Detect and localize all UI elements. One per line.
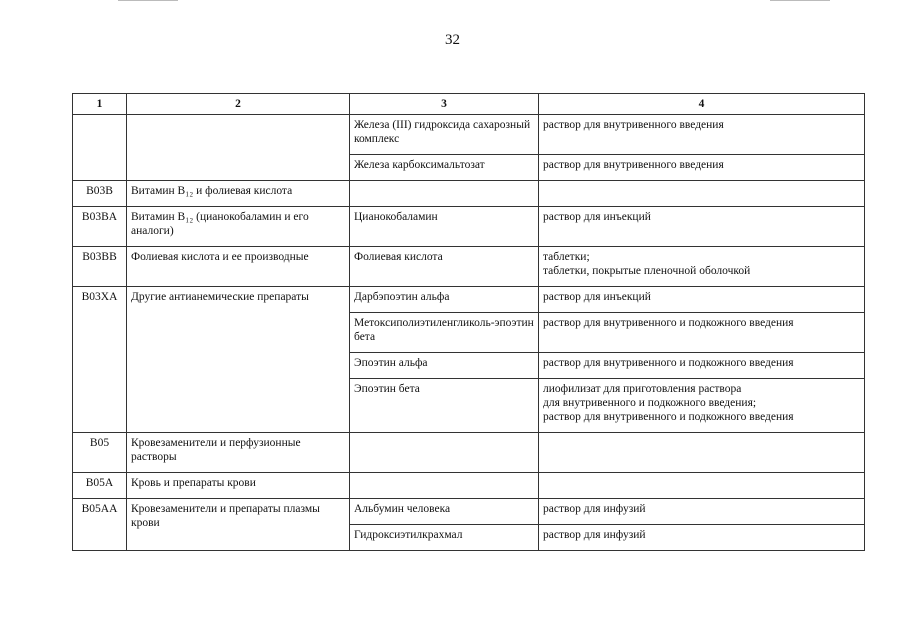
form-cell: раствор для инфузий — [539, 499, 865, 525]
form-cell: лиофилизат для приготовления раствора для внутривенного и подкожного введения; раствор для внутривенного и подкожного введения — [539, 379, 865, 433]
drug-cell — [350, 433, 539, 473]
group-cell: Витамин B₁₂ (цианокобаламин и его аналоги) — [127, 207, 350, 247]
drug-cell: Железа карбоксимальтозат — [350, 155, 539, 181]
column-header: 4 — [539, 94, 865, 115]
table-row — [73, 473, 865, 499]
form-cell: раствор для внутривенного и подкожного введения — [539, 313, 865, 353]
drug-cell: Эпоэтин бета — [350, 379, 539, 433]
table-row — [73, 207, 865, 247]
atc-code-cell: B05AA — [73, 499, 127, 551]
atc-code-cell: B03XA — [73, 287, 127, 433]
form-cell — [539, 473, 865, 499]
atc-code-cell: B03BA — [73, 207, 127, 247]
group-cell: Кровезаменители и перфузионные растворы — [127, 433, 350, 473]
group-cell: Фолиевая кислота и ее производные — [127, 247, 350, 287]
drug-cell: Дарбэпоэтин альфа — [350, 287, 539, 313]
form-cell: раствор для внутривенного введения — [539, 115, 865, 155]
drug-cell: Гидроксиэтилкрахмал — [350, 525, 539, 551]
table-row — [73, 247, 865, 287]
form-cell: раствор для инъекций — [539, 287, 865, 313]
table-row — [73, 499, 865, 525]
drug-cell: Эпоэтин альфа — [350, 353, 539, 379]
column-header: 3 — [350, 94, 539, 115]
form-cell — [539, 433, 865, 473]
page-number: 32 — [445, 32, 460, 48]
group-cell: Витамин B₁₂ и фолиевая кислота — [127, 181, 350, 207]
column-header: 2 — [127, 94, 350, 115]
atc-code-cell: B05A — [73, 473, 127, 499]
table-row — [73, 287, 865, 313]
form-cell — [539, 181, 865, 207]
table-header-row — [73, 94, 865, 115]
drug-cell — [350, 473, 539, 499]
group-cell: Кровь и препараты крови — [127, 473, 350, 499]
drug-table — [72, 93, 865, 551]
form-cell: раствор для внутривенного введения — [539, 155, 865, 181]
top-edge-line — [118, 0, 178, 1]
column-header: 1 — [73, 94, 127, 115]
drug-cell: Цианокобаламин — [350, 207, 539, 247]
drug-cell — [350, 181, 539, 207]
form-cell: раствор для внутривенного и подкожного введения — [539, 353, 865, 379]
top-edge-line — [770, 0, 830, 1]
group-cell — [127, 115, 350, 181]
form-cell: раствор для инъекций — [539, 207, 865, 247]
group-cell: Кровезаменители и препараты плазмы крови — [127, 499, 350, 551]
form-cell: раствор для инфузий — [539, 525, 865, 551]
atc-code-cell: B03B — [73, 181, 127, 207]
drug-cell: Альбумин человека — [350, 499, 539, 525]
atc-code-cell: B03BB — [73, 247, 127, 287]
drug-cell: Метоксиполиэтиленгликоль-эпоэтин бета — [350, 313, 539, 353]
drug-cell: Железа (III) гидроксида сахарозный комплекс — [350, 115, 539, 155]
table-row — [73, 115, 865, 155]
atc-code-cell — [73, 115, 127, 181]
table-row — [73, 181, 865, 207]
atc-code-cell: B05 — [73, 433, 127, 473]
group-cell: Другие антианемические препараты — [127, 287, 350, 433]
table-row — [73, 433, 865, 473]
form-cell: таблетки; таблетки, покрытые пленочной оболочкой — [539, 247, 865, 287]
drug-cell: Фолиевая кислота — [350, 247, 539, 287]
